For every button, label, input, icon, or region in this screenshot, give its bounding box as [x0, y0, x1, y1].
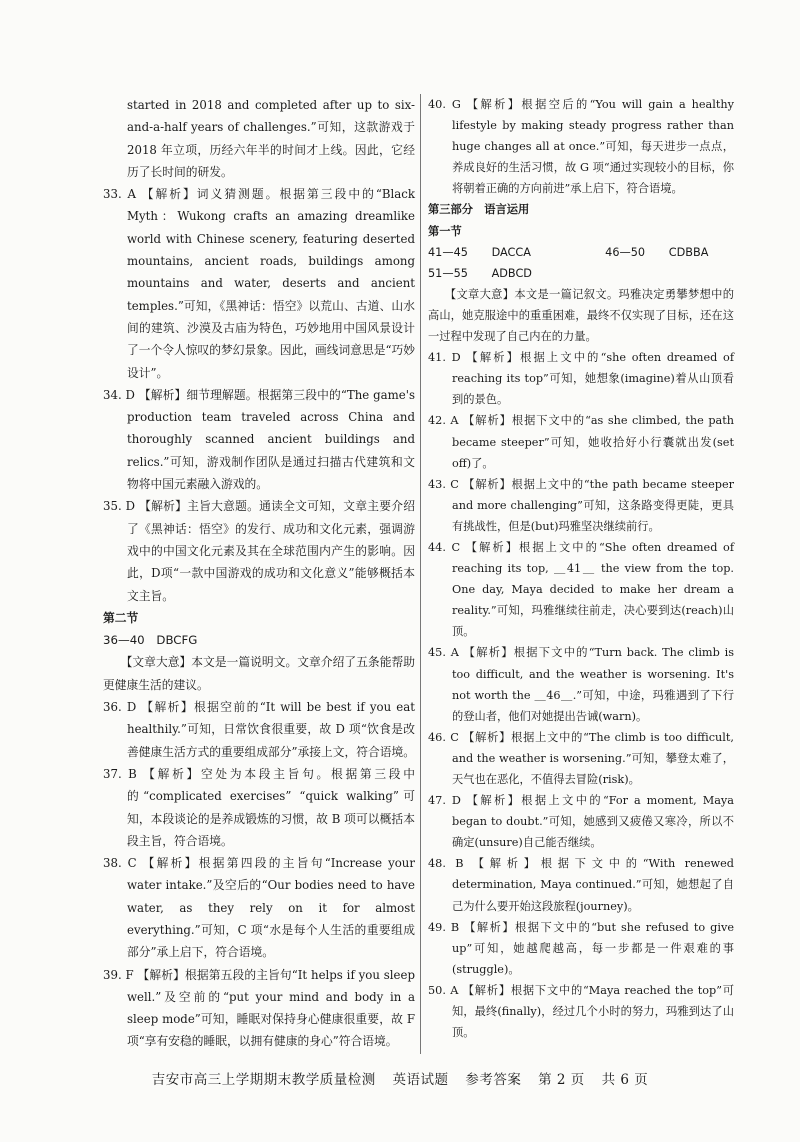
answers-41-45-label: 41—45 [428, 245, 468, 259]
answer-item-36: 36. D 【解析】根据空前的“It will be best if you eat healthily.”可知，日常饮食很重要，故 D 项“饮食是改善健康生活方式的重要组成部分”承接上文，符合语境。 [103, 700, 416, 759]
answers-41-45: DACCA [491, 245, 531, 259]
answers-46-50: CDBBA [668, 245, 709, 259]
section-1-summary: 【文章大意】本文是一篇记叙文。玛雅决定勇攀梦想中的高山，她克服途中的重重困难，最终不仅实现了目标，还在这一过程中发现了自己内在的力量。 [428, 287, 734, 344]
footer-subject: 英语试题 [392, 1072, 449, 1088]
answer-item-42: 42. A 【解析】根据下文中的“as she climbed, the path became steeper”可知，她收拾好小行囊就出发(set off)了。 [428, 414, 734, 470]
section-2-summary: 【文章大意】本文是一篇说明文。文章介绍了五条能帮助更健康生活的建议。 [103, 655, 415, 692]
answers-51-55-label: 51—55 [428, 266, 468, 280]
footer-page-total: 共 6 页 [601, 1072, 649, 1088]
answers-36-40: 36—40 DBCFG [103, 633, 198, 648]
answer-item-43: 43. C 【解析】根据上文中的“the path became steeper and more challenging”可知，这条路变得更陡，更具有挑战性，但是(but)玛雅坚决继续前行。 [428, 477, 734, 533]
answer-item-49: 49. B 【解析】根据下文中的“but she refused to give up”可知，她越爬越高，每一步都是一件艰难的事(struggle)。 [428, 920, 734, 976]
answers-46-50-label: 46—50 [605, 245, 646, 259]
section-2-heading: 第二节 [103, 610, 139, 625]
section-1-heading: 第一节 [428, 224, 462, 238]
answer-item-33: 33. A 【解析】词义猜测题。根据第三段中的“Black Myth：Wukong crafts an amazing dreamlike world with Chinese scenery, featuring deserted mountains, ancient roads, buildings among mountains and water, deserts and ancient temples.”可知，《黑神话：悟空》以荒山、古道、山水间的建筑、沙漠及古庙为特色，巧妙地用中国风景设计了一个令人惊叹的梦幻景象。因此，画线词意思是“巧妙设计”。 [103, 187, 416, 380]
answers-row-2 [428, 263, 734, 284]
right-column [428, 94, 734, 1043]
answer-item-46: 46. C 【解析】根据上文中的“The climb is too difficult, and the weather is worsening.”可知，攀登太难了，天气也在恶化，不值得去冒险(risk)。 [428, 730, 734, 786]
answer-item-50: 50. A 【解析】根据下文中的“Maya reached the top”可知，最终(finally)，经过几个小时的努力，玛雅到达了山顶。 [428, 983, 734, 1040]
answer-item-47: 47. D 【解析】根据上文中的“For a moment, Maya began to doubt.”可知，她感到又疲倦又寒冷，所以不确定(unsure)自己能否继续。 [428, 794, 734, 850]
answers-51-55: ADBCD [491, 266, 532, 280]
answers-row-1 [428, 242, 734, 263]
item-32-continuation: started in 2018 and completed after up to six-and-a-half years of challenges.”可知，这款游戏于 2018 年立项，历经六年半的时间才上线。因此，它经历了长时间的研发。 [127, 98, 415, 179]
answer-item-37: 37. B 【解析】空处为本段主旨句。根据第三段中的“complicated exercises” “quick walking”可知，本段谈论的是养成锻炼的习惯，故 B 项可以概括本段主旨，符合语境。 [103, 766, 415, 848]
column-divider [420, 94, 421, 1054]
answer-item-35: 35. D 【解析】主旨大意题。通读全文可知，文章主要介绍了《黑神话：悟空》的发行、成功和文化元素，强调游戏中的中国文化元素及其在全球范围内产生的影响。因此，D项“一款中国游戏的成功和文化意义”能够概括本文主旨。 [103, 499, 415, 603]
page-footer [0, 1068, 800, 1088]
answer-item-44: 44. C 【解析】根据上文中的“She often dreamed of reaching its top, ＿41＿ the view from the top. One day, Maya decided to make her dream a reality.”可知，玛雅继续往前走，决心要到达(reach)山顶。 [428, 540, 734, 639]
footer-doc-type: 参考答案 [465, 1072, 522, 1088]
footer-page-number: 第 2 页 [538, 1072, 585, 1088]
answer-item-40: 40. G 【解析】根据空后的“You will gain a healthy lifestyle by making steady progress rather than huge changes all at once.”可知，每天进步一点点，养成良好的生活习惯，故 G 项“通过实现较小的目标，你将朝着正确的方向前进”承上启下，符合语境。 [428, 98, 734, 196]
answer-item-38: 38. C 【解析】根据第四段的主旨句“Increase your water intake.”及空后的“Our bodies need to have water, as they rely on it for almost everything.”可知，C 项“水是每个人生活的重要组成部分”承上启下，符合语境。 [103, 856, 415, 960]
part-3-heading: 第三部分 语言运用 [428, 203, 530, 217]
answer-item-39: 39. F 【解析】根据第五段的主旨句“It helps if you sleep well.”及空前的“put your mind and body in a sleep mode”可知，睡眠对保持身心健康很重要，故 F 项“享有安稳的睡眠，以拥有健康的身心”符合语境。 [103, 967, 415, 1049]
answer-item-34: 34. D 【解析】细节理解题。根据第三段中的“The game's production team traveled across China and thoroughly scanned ancient buildings and relics.”可知，游戏制作团队是通过扫描古代建筑和文物将中国元素融入游戏的。 [103, 387, 415, 492]
answer-item-48: 48. B 【解析】根据下文中的“With renewed determination, Maya continued.”可知，她想起了自己为什么要开始这段旅程(journey)。 [428, 857, 734, 913]
answer-item-41: 41. D 【解析】根据上文中的“she often dreamed of reaching its top”可知，她想象(imagine)着从山顶看到的景色。 [428, 351, 734, 407]
footer-exam-title: 吉安市高三上学期期末教学质量检测 [151, 1072, 376, 1088]
left-column [103, 94, 415, 1053]
answer-item-45: 45. A 【解析】根据下文中的“Turn back. The climb is too difficult, and the weather is worsening. It's not worth the ＿46＿.”可知，中途，玛雅遇到了下行的登山者，他们对她提出告诫(warn)。 [428, 646, 734, 723]
